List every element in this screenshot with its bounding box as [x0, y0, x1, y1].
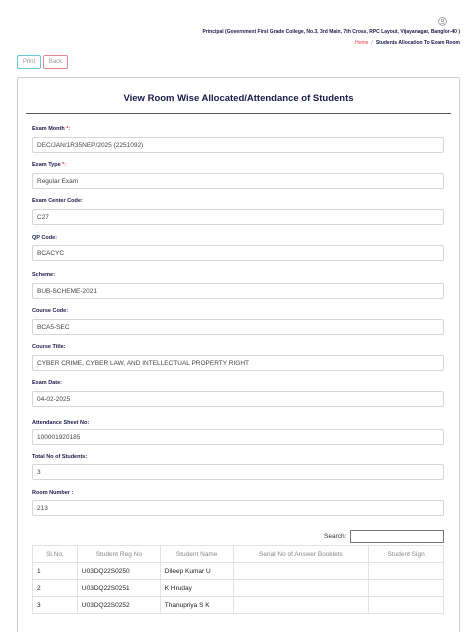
exam-type-label: Exam Type *: — [32, 162, 67, 168]
breadcrumb — [355, 40, 460, 46]
scheme-label: Scheme: — [32, 272, 55, 278]
table-row — [33, 580, 444, 597]
cell-reg-no: U03DQ22S0251 — [77, 580, 160, 597]
room-number-field[interactable]: 213 — [32, 500, 444, 516]
required-marker: *: — [66, 126, 71, 132]
exam-month-label: Exam Month *: — [32, 126, 71, 132]
search-input[interactable] — [350, 530, 444, 543]
title-divider — [26, 113, 451, 114]
qp-code-label: QP Code: — [32, 235, 57, 241]
breadcrumb-current: Students Allocation To Exam Room — [375, 40, 460, 46]
course-title-field[interactable]: CYBER CRIME, CYBER LAW, AND INTELLECTUAL PROPERTY RIGHT — [32, 355, 444, 371]
allocation-card — [17, 77, 460, 632]
back-button[interactable]: Back — [43, 55, 68, 69]
exam-center-code-label: Exam Center Code: — [32, 198, 83, 204]
cell-sl-no: 3 — [33, 597, 78, 614]
required-marker: *: — [62, 162, 67, 168]
total-students-field[interactable]: 3 — [32, 464, 444, 480]
column-header-student-sign[interactable]: Student Sign — [369, 546, 444, 563]
course-code-label: Course Code: — [32, 308, 69, 314]
cell-answer-booklet-serial[interactable] — [233, 580, 369, 597]
user-circle-icon[interactable] — [438, 17, 447, 26]
total-students-label: Total No of Students: — [32, 454, 88, 460]
print-button[interactable]: Print — [17, 55, 41, 69]
cell-student-sign — [369, 563, 444, 580]
cell-sl-no: 1 — [33, 563, 78, 580]
attendance-sheet-label: Attendance Sheet No: — [32, 420, 90, 426]
cell-student-name: Dileep Kumar U — [160, 563, 233, 580]
column-header-reg-no[interactable]: Student Reg No — [77, 546, 160, 563]
course-code-field[interactable]: BCA5-SEC — [32, 319, 444, 335]
cell-reg-no: U03DQ22S0250 — [77, 563, 160, 580]
attendance-sheet-field[interactable]: 100001920185 — [32, 429, 444, 445]
scheme-field[interactable]: BUB-SCHEME-2021 — [32, 283, 444, 299]
page-title: View Room Wise Allocated/Attendance of Students — [123, 93, 354, 104]
cell-answer-booklet-serial[interactable] — [233, 597, 369, 614]
exam-date-label: Exam Date: — [32, 380, 62, 386]
cell-student-name: K Hruday — [160, 580, 233, 597]
cell-student-name: Thanupriya S K — [160, 597, 233, 614]
exam-month-field[interactable]: DEC/JAN/1R35NEP/2025 (2251092) — [32, 137, 444, 153]
cell-answer-booklet-serial[interactable] — [233, 563, 369, 580]
course-title-label: Course Title: — [32, 344, 66, 350]
exam-date-field[interactable]: 04-02-2025 — [32, 391, 444, 407]
room-number-label: Room Number : — [32, 490, 74, 496]
students-table — [32, 545, 444, 614]
cell-student-sign — [369, 597, 444, 614]
breadcrumb-home-link[interactable]: Home — [355, 40, 369, 46]
exam-center-code-field[interactable]: C27 — [32, 209, 444, 225]
breadcrumb-separator: / — [371, 40, 373, 46]
qp-code-field[interactable]: BCACYC — [32, 245, 444, 261]
cell-student-sign — [369, 580, 444, 597]
column-header-sl-no[interactable]: Sl.No. — [33, 546, 78, 563]
search-label: Search: — [324, 533, 347, 540]
table-row — [33, 597, 444, 614]
table-header-row — [33, 546, 444, 563]
exam-type-field[interactable]: Regular Exam — [32, 173, 444, 189]
cell-sl-no: 2 — [33, 580, 78, 597]
cell-reg-no: U03DQ22S0252 — [77, 597, 160, 614]
table-row — [33, 563, 444, 580]
column-header-answer-booklet-serial[interactable]: Serial No of Answer Booklets — [233, 546, 369, 563]
principal-name: Principal (Government First Grade College, No.3, 3rd Main, 7th Cross, RPC Layout, Vijayanagar, Banglor-40 ) — [202, 29, 460, 35]
column-header-student-name[interactable]: Student Name — [160, 546, 233, 563]
